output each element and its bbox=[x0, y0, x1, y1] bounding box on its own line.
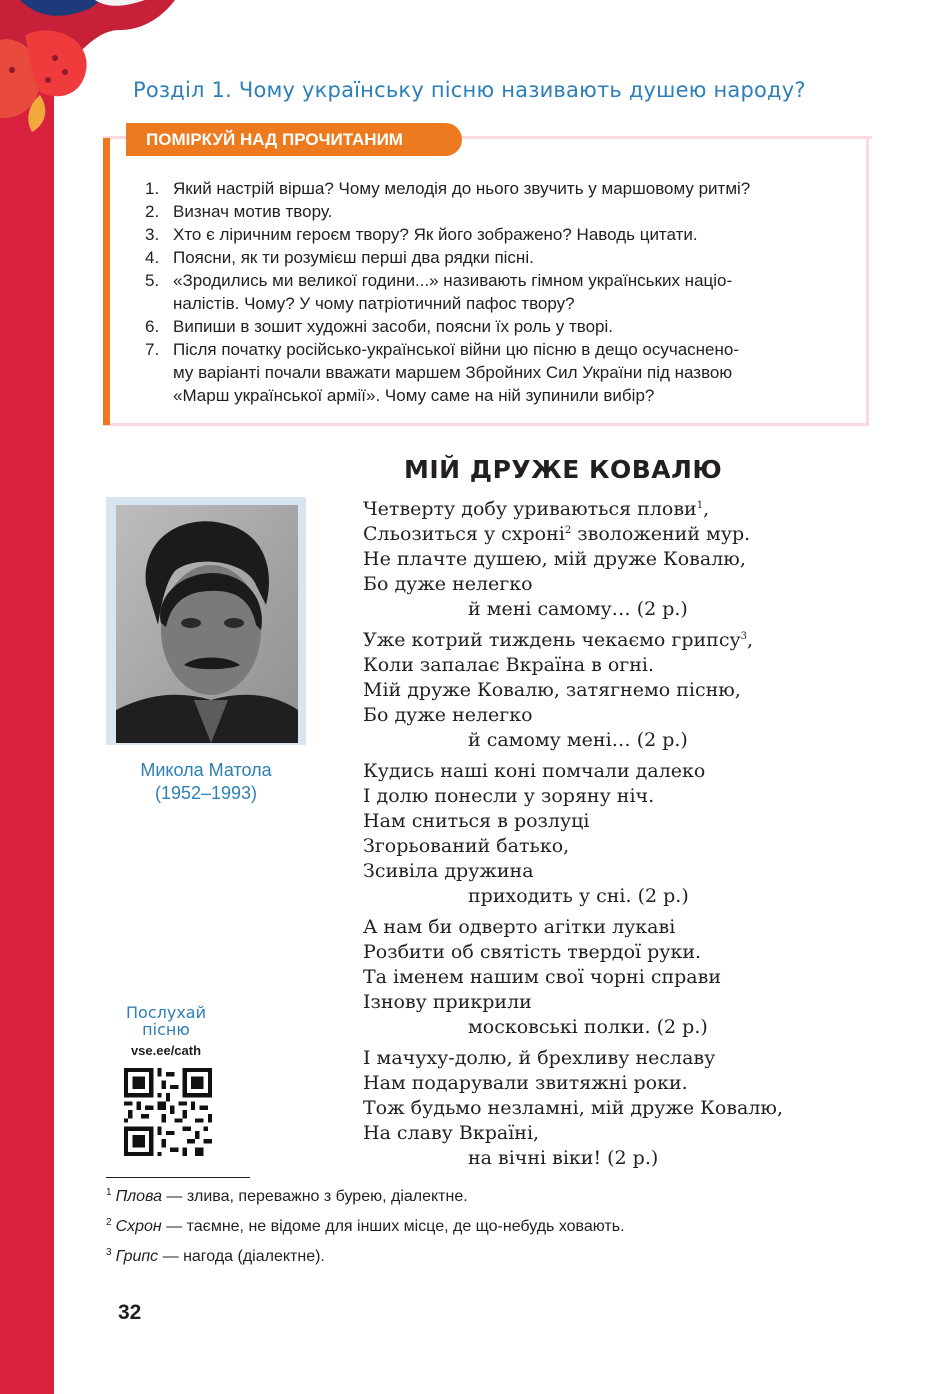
poem-line-refrain: приходить у сні. (2 р.) bbox=[468, 885, 689, 907]
question-item bbox=[145, 223, 845, 246]
footnote bbox=[106, 1240, 625, 1270]
poem-line: Коли запалає Вкраїна в огні. bbox=[363, 654, 655, 676]
poem-line bbox=[363, 628, 783, 653]
poem-line bbox=[363, 497, 783, 522]
footnote-marker: 1 bbox=[696, 500, 704, 511]
poem-line: Зсивіла дружина bbox=[363, 860, 534, 882]
poem-line-text: Уже котрий тиждень чекаємо грипсу bbox=[363, 629, 741, 651]
poem-line-refrain: й мені самому… (2 р.) bbox=[468, 598, 688, 620]
poem-line: Ізнову прикрили bbox=[363, 991, 532, 1013]
poem-line bbox=[363, 522, 783, 547]
questions-box-accent-bar bbox=[103, 138, 110, 425]
poem-line-text: зволожений мур. bbox=[571, 523, 751, 545]
poem-stanza-4 bbox=[363, 915, 783, 1040]
footnote-term: Грипс bbox=[115, 1248, 159, 1265]
listen-song-label bbox=[116, 1004, 216, 1038]
footnote-number: 2 bbox=[106, 1217, 112, 1228]
poem-line: Не плачте душею, мій друже Ковалю, bbox=[363, 548, 746, 570]
author-name: Микола Матола bbox=[140, 760, 272, 780]
poem-line: На славу Вкраїні, bbox=[363, 1122, 540, 1144]
question-text: му варіанті почали вважати маршем Збройних Сил України під назвою bbox=[173, 363, 733, 382]
footnote-text: — злива, переважно з бурею, діалектне. bbox=[161, 1188, 468, 1205]
question-number: 2. bbox=[145, 202, 160, 221]
poem-stanza-3 bbox=[363, 759, 783, 909]
poem-line: Нам подарували звитяжні роки. bbox=[363, 1072, 688, 1094]
question-text: Поясни, як ти розумієш перші два рядки пісні. bbox=[173, 248, 534, 267]
author-portrait-photo bbox=[116, 505, 298, 743]
section-title: Розділ 1. Чому українську пісню називають душею народу? bbox=[133, 78, 806, 102]
poem-line: І долю понесли у зоряну ніч. bbox=[363, 785, 655, 807]
poem-line-refrain: на вічні віки! (2 р.) bbox=[468, 1147, 659, 1169]
footnote-marker: 3 bbox=[740, 631, 748, 642]
question-item bbox=[145, 200, 845, 223]
footnote bbox=[106, 1180, 625, 1210]
question-text: Визнач мотив твору. bbox=[173, 202, 333, 221]
question-item bbox=[145, 269, 845, 315]
question-number: 5. bbox=[145, 271, 160, 290]
question-number: 1. bbox=[145, 179, 160, 198]
poem-line-text: , bbox=[747, 629, 754, 651]
poem-line-refrain: й самому мені… (2 р.) bbox=[468, 729, 688, 751]
footnote-text: — таємне, не відоме для інших місце, де що-небудь ховають. bbox=[161, 1218, 625, 1235]
footnote-number: 3 bbox=[106, 1247, 112, 1258]
poem-line: Розбити об святість твердої руки. bbox=[363, 941, 702, 963]
poem-line-refrain: московські полки. (2 р.) bbox=[468, 1016, 708, 1038]
question-number: 4. bbox=[145, 248, 160, 267]
poem-line: І мачуху-долю, й брехливу неславу bbox=[363, 1047, 716, 1069]
decorative-corner-illustration bbox=[0, 0, 230, 140]
poem-stanza-5 bbox=[363, 1046, 783, 1171]
listen-label-line: пісню bbox=[142, 1020, 190, 1039]
question-item bbox=[145, 246, 845, 269]
poem-line-text: , bbox=[703, 498, 710, 520]
poem-line: Тож будьмо незламні, мій друже Ковалю, bbox=[363, 1097, 783, 1119]
question-text: «Зродились ми великої години...» називають гімном українських націо- bbox=[173, 271, 733, 290]
poem-line-text: Сльозиться у схроні bbox=[363, 523, 565, 545]
question-text: Випиши в зошит художні засоби, поясни їх роль у творі. bbox=[173, 317, 614, 336]
questions-heading-tab: ПОМІРКУЙ НАД ПРОЧИТАНИМ bbox=[126, 123, 462, 156]
page-number: 32 bbox=[118, 1301, 142, 1324]
poem-text bbox=[363, 497, 783, 1177]
listen-label-line: Послухай bbox=[126, 1003, 206, 1022]
question-text: Після початку російсько-української війни цю пісню в дещо осучаснено- bbox=[173, 340, 740, 359]
footnote-term: Схрон bbox=[115, 1218, 162, 1235]
poem-line: Бо дуже нелегко bbox=[363, 704, 533, 726]
author-caption bbox=[106, 759, 306, 805]
footnote-marker: 2 bbox=[564, 525, 572, 536]
footnotes bbox=[106, 1180, 625, 1270]
question-text: Який настрій вірша? Чому мелодія до нього звучить у маршовому ритмі? bbox=[173, 179, 751, 198]
poem-line: Згорьований батько, bbox=[363, 835, 570, 857]
qr-code-icon[interactable] bbox=[124, 1068, 212, 1156]
questions-list bbox=[145, 177, 845, 407]
poem-line: А нам би одверто агітки лукаві bbox=[363, 916, 676, 938]
poem-line-text: Четверту добу уриваються плови bbox=[363, 498, 697, 520]
decorative-left-strip bbox=[0, 0, 54, 1394]
poem-line: Мій друже Ковалю, затягнемо пісню, bbox=[363, 679, 741, 701]
question-number: 3. bbox=[145, 225, 160, 244]
question-text: «Марш української армії». Чому саме на ній зупинили вибір? bbox=[173, 386, 655, 405]
footnote-number: 1 bbox=[106, 1187, 112, 1198]
poem-line: Кудись наші коні помчали далеко bbox=[363, 760, 706, 782]
poem-stanza-2 bbox=[363, 628, 783, 753]
footnote-term: Плова bbox=[115, 1188, 162, 1205]
poem-title: МІЙ ДРУЖЕ КОВАЛЮ bbox=[404, 455, 723, 484]
question-item bbox=[145, 315, 845, 338]
footnotes-divider bbox=[106, 1177, 250, 1178]
question-number: 7. bbox=[145, 340, 160, 359]
footnote bbox=[106, 1210, 625, 1240]
poem-line: Бо дуже нелегко bbox=[363, 573, 533, 595]
question-item bbox=[145, 177, 845, 200]
question-text: Хто є ліричним героєм твору? Як його зображено? Наводь цитати. bbox=[173, 225, 698, 244]
question-number: 6. bbox=[145, 317, 160, 336]
poem-line: Нам сниться в розлуці bbox=[363, 810, 590, 832]
poem-stanza-1 bbox=[363, 497, 783, 622]
poem-line: Та іменем нашим свої чорні справи bbox=[363, 966, 721, 988]
question-item bbox=[145, 338, 845, 407]
question-text: налістів. Чому? У чому патріотичний пафос твору? bbox=[173, 294, 575, 313]
author-years: (1952–1993) bbox=[154, 783, 258, 803]
footnote-text: — нагода (діалектне). bbox=[158, 1248, 325, 1265]
listen-url[interactable]: vse.ee/cath bbox=[130, 1043, 202, 1058]
